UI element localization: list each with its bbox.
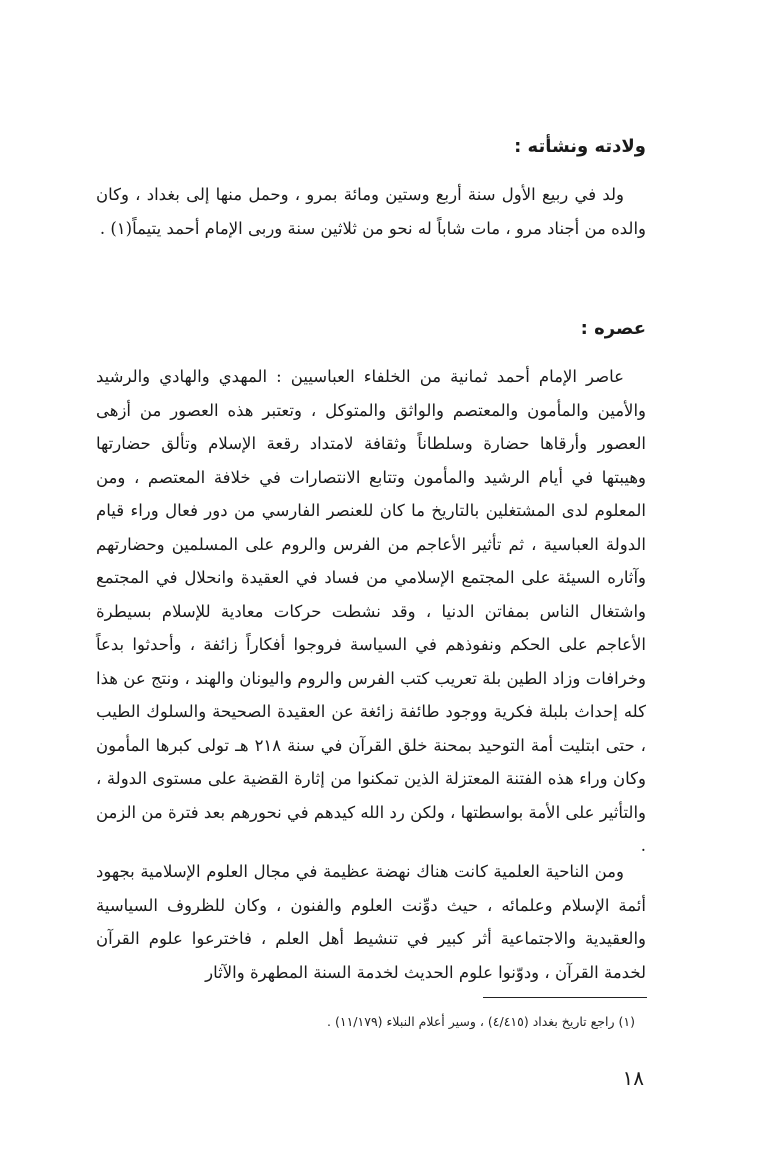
section-birth <box>96 130 646 245</box>
paragraph-scholarship: ومن الناحية العلمية كانت هناك نهضة عظيمة في مجال العلوم الإسلامية بجهود أئمة الإسلام وعلمائه ، حيث دوِّنت العلوم والفنون ، وكان للظروف السياسية والعقيدية والاجتماعية أثر كبير في تنشيط أهل العلم ، فاخترعوا علوم القرآن لخدمة القرآن ، ودوّنوا علوم الحديث لخدمة السنة المطهرة والآثار <box>96 862 646 982</box>
section-scholarship <box>96 855 646 989</box>
section-era <box>96 312 646 863</box>
footnote-divider <box>483 997 647 998</box>
section-heading-era: عصره : <box>580 318 646 339</box>
section-heading-birth: ولادته ونشأته : <box>514 136 646 157</box>
paragraph-era: عاصر الإمام أحمد ثمانية من الخلفاء العباسيين : المهدي والهادي والرشيد والأمين والمأمون والمعتصم والواثق والمتوكل ، وتعتبر هذه العصور من أزهى العصور وأرقاها حضارة وسلطاناً وثقافة لامتداد رقعة الإسلام وتألق حضارتها وهيبتها في أيام الرشيد والمأمون وتتابع الانتصارات في خلافة المعتصم ، ومن المعلوم لدى المشتغلين بالتاريخ ما كان للعنصر الفارسي من دور فعال وراء قيام الدولة العباسية ، ثم تأثير الأعاجم من الفرس والروم على المسلمين وحضارتهم وآثاره السيئة على المجتمع الإسلامي من فساد في العقيدة وانحلال في المجتمع واشتغال الناس بمفاتن الدنيا ، وقد نشطت حركات معادية للإسلام بسيطرة الأعاجم على الحكم ونفوذهم في السياسة فروجوا أفكاراً زائفة ، وأحدثوا بدعاً وخرافات وزاد الطين بلة تعريب كتب الفرس والروم واليونان والهند ، ونتج عن هذا كله إحداث بلبلة فكرية ووجود طائفة زائغة عن العقيدة الصحيحة والسلوك الطيب ، حتى ابتليت أمة التوحيد بمحنة خلق القرآن في سنة ٢١٨ هـ تولى كبرها المأمون وكان وراء هذه الفتنة المعتزلة الذين تمكنوا من إثارة القضية على مستوى الدولة ، والتأثير على الأمة بواسطتها ، ولكن رد الله كيدهم في نحورهم بعد فترة من الزمن . <box>96 367 646 855</box>
page-number: ١٨ <box>622 1066 644 1090</box>
footnote: (١) راجع تاريخ بغداد (٤/٤١٥) ، وسير أعلام النبلاء (١١/١٧٩) . <box>327 1014 635 1029</box>
paragraph-birth: ولد في ربيع الأول سنة أربع وستين ومائة بمرو ، وحمل منها إلى بغداد ، وكان والده من أجناد مرو ، مات شاباً له نحو من ثلاثين سنة وربى الإمام أحمد يتيماً(١) . <box>96 185 646 238</box>
